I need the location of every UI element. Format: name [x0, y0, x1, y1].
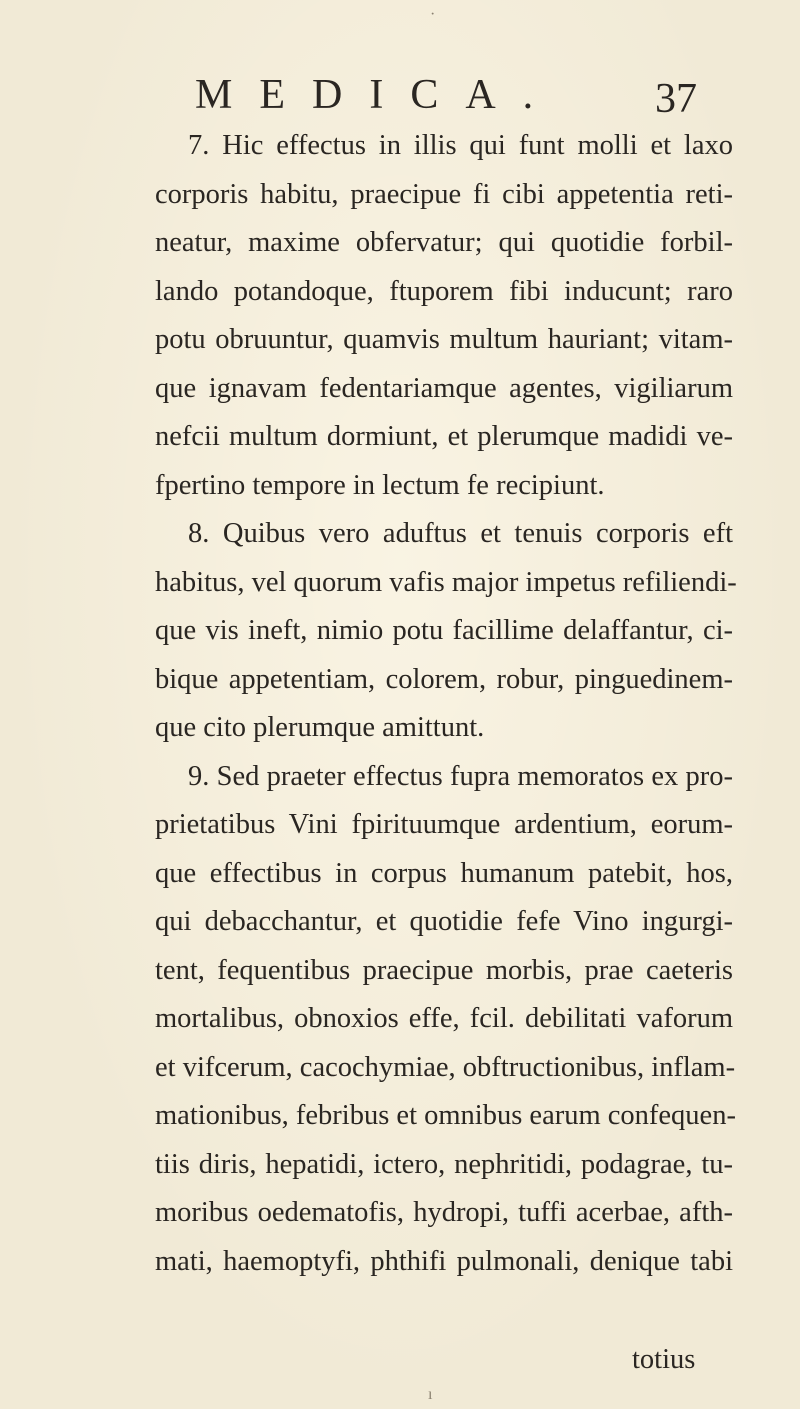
text-line: que vis ineft, nimio potu facillime delaffantur, ci-: [155, 615, 733, 646]
text-line: et vifcerum, cacochymiae, obftructionibus, inflam-: [155, 1051, 736, 1083]
body-text: [155, 122, 737, 1286]
text-line: potu obruuntur, quamvis multum hauriant; vitam-: [155, 324, 733, 355]
catchword: totius: [632, 1344, 696, 1375]
text-line: corporis habitu, praecipue fi cibi appetentia reti-: [155, 178, 733, 210]
text-line: fpertino tempore in lectum fe recipiunt.: [155, 469, 605, 501]
text-line: 7. Hic effectus in illis qui funt molli et laxo: [188, 130, 733, 161]
ink-speck: ı: [428, 1386, 433, 1403]
text-line: nefcii multum dormiunt, et plerumque madidi ve-: [155, 421, 733, 452]
text-line: mationibus, febribus et omnibus earum confequen-: [155, 1100, 736, 1131]
text-line: tent, fequentibus praecipue morbis, prae caeteris: [155, 954, 733, 986]
page-header: [0, 70, 800, 120]
page-number: 37: [655, 76, 697, 122]
text-line: mati, haemoptyfi, phthifi pulmonali, denique tabi: [155, 1245, 733, 1277]
text-line: tiis diris, hepatidi, ictero, nephritidi, podagrae, tu-: [155, 1148, 733, 1180]
running-title: MEDICA.: [195, 72, 561, 118]
text-line: 8. Quibus vero aduftus et tenuis corporis eft: [188, 518, 733, 549]
text-line: 9. Sed praeter effectus fupra memoratos ex pro-: [188, 760, 733, 792]
text-line: qui debacchantur, et quotidie fefe Vino ingurgi-: [155, 906, 733, 937]
text-line: mortalibus, obnoxios effe, fcil. debilitati vaforum: [155, 1003, 733, 1034]
text-line: moribus oedematofis, hydropi, tuffi acerbae, afth-: [155, 1197, 733, 1228]
text-line: lando potandoque, ftuporem fibi inducunt; raro: [155, 275, 733, 307]
ink-speck: ·: [430, 6, 436, 23]
text-line: que cito plerumque amittunt.: [155, 712, 485, 743]
text-line: que effectibus in corpus humanum patebit, hos,: [155, 857, 733, 889]
text-line: habitus, vel quorum vafis major impetus refiliendi-: [155, 566, 737, 598]
text-line: bique appetentiam, colorem, robur, pinguedinem-: [155, 663, 733, 695]
text-line: que ignavam fedentariamque agentes, vigiliarum: [155, 372, 733, 404]
text-line: neatur, maxime obfervatur; qui quotidie forbil-: [155, 227, 733, 258]
text-line: prietatibus Vini fpirituumque ardentium, eorum-: [155, 809, 733, 840]
catchword-row: [0, 1338, 800, 1382]
